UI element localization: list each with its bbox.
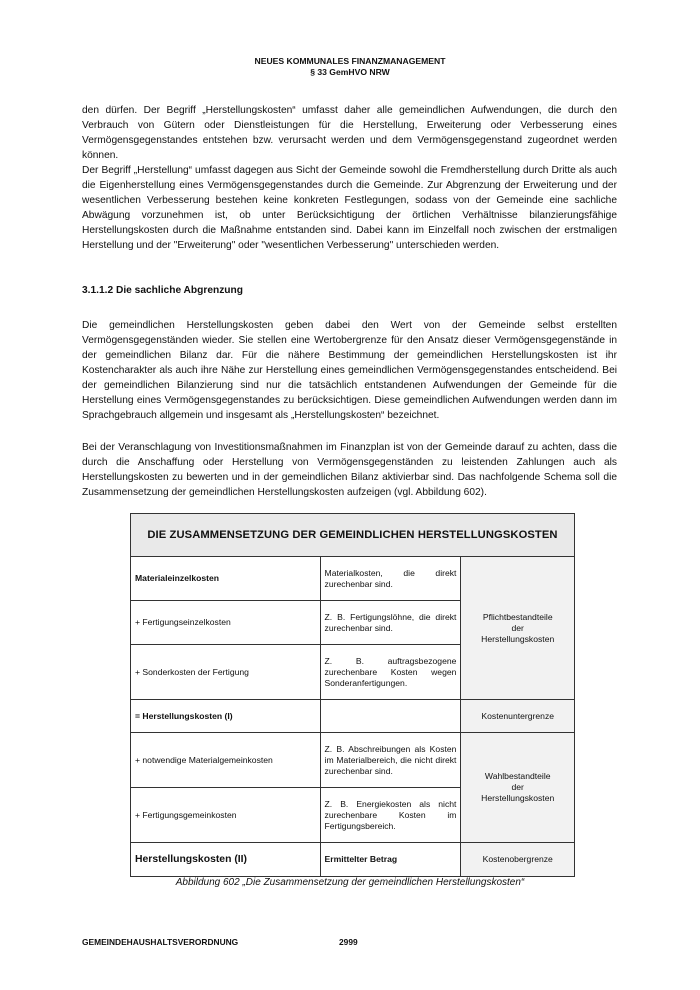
row-item: + notwendige Materialgemeinkosten bbox=[131, 733, 321, 788]
row-item: = Herstellungskosten (I) bbox=[131, 700, 321, 733]
table-title: DIE ZUSAMMENSETZUNG DER GEMEINDLICHEN HERSTELLUNGSKOSTEN bbox=[131, 514, 575, 557]
header-subtitle: § 33 GemHVO NRW bbox=[310, 67, 390, 77]
header-title: NEUES KOMMUNALES FINANZMANAGEMENT bbox=[254, 56, 446, 66]
pflicht-line: Pflichtbestandteile bbox=[482, 611, 553, 622]
row-item: + Sonderkosten der Fertigung bbox=[131, 645, 321, 700]
page-header bbox=[0, 56, 700, 78]
row-item: + Fertigungseinzelkosten bbox=[131, 601, 321, 645]
pflicht-line: der bbox=[511, 622, 524, 633]
row-desc bbox=[320, 700, 461, 733]
table-row bbox=[131, 700, 575, 733]
paragraph-2-block bbox=[82, 163, 617, 253]
obergrenze-cell: Kostenobergrenze bbox=[461, 843, 575, 877]
row-item: Herstellungskosten (II) bbox=[131, 843, 321, 877]
wahl-line: Herstellungskosten bbox=[481, 793, 555, 803]
row-item: + Fertigungsgemeinkosten bbox=[131, 788, 321, 843]
page-number: 2999 bbox=[339, 937, 358, 947]
row-desc: Z. B. Fertigungslöhne, die direkt zurechenbar sind. bbox=[320, 601, 461, 645]
row-desc: Z. B. auftragsbezogene zurechenbare Kosten wegen Sonderanfertigungen. bbox=[320, 645, 461, 700]
footer-title: GEMEINDEHAUSHALTSVERORDNUNG bbox=[82, 937, 239, 947]
pflicht-line: Herstellungskosten bbox=[481, 633, 555, 644]
row-desc: Z. B. Energiekosten als nicht zurechenbare Kosten im Fertigungsbereich. bbox=[320, 788, 461, 843]
untergrenze-cell: Kostenuntergrenze bbox=[461, 700, 575, 733]
paragraph-3: Die gemeindlichen Herstellungskosten geben dabei den Wert von der Gemeinde selbst erstellten Vermögensgegenständen wieder. Sie stellen eine Wertobergrenze für den Ansatz dieser Vermögensgegenstände in der gemeindlichen Bilanz dar. Für die nähere Bestimmung der gemeindlichen Herstellungskosten ist ihr Kostencharakter als auch ihre Nähe zur Herstellung eines gemeindlichen Vermögensgegenstandes entscheidend. Bei der gemeindlichen Bilanzierung sind nur die tatsächlich entstandenen Aufwendungen der Gemeinde für die Herstellung eines Vermögensgegenstandes zu berücksichtigen. Diese gemeindlichen Aufwendungen werden dann im Sprachgebrauch allgemein und insgesamt als „Herstellungskosten“ bezeichnet. bbox=[82, 320, 617, 421]
table-row bbox=[131, 843, 575, 877]
section-heading: 3.1.1.2 Die sachliche Abgrenzung bbox=[82, 285, 243, 296]
row-item: Materialeinzelkosten bbox=[131, 557, 321, 601]
figure-caption: Abbildung 602 „Die Zusammensetzung der gemeindlichen Herstellungskosten“ bbox=[175, 877, 525, 888]
wahl-line: Wahlbestandteile bbox=[484, 771, 551, 781]
paragraph-4-block bbox=[82, 440, 617, 500]
table-row bbox=[131, 733, 575, 788]
paragraph-4: Bei der Veranschlagung von Investitionsmaßnahmen im Finanzplan ist von der Gemeinde darauf zu achten, dass die durch die Anschaffung oder Herstellung von Vermögensgegenständen zu leistenden Zahlungen auch als Herstellungskosten zu bewerten und in der gemeindlichen Bilanz aktivierbar sind. Das nachfolgende Schema soll die Zusammensetzung der gemeindlichen Herstellungskosten aufzeigen (vgl. Abbildung 602). bbox=[82, 442, 617, 498]
cost-composition-table bbox=[130, 513, 575, 877]
row-desc: Ermittelter Betrag bbox=[320, 843, 461, 877]
table-row bbox=[131, 557, 575, 601]
paragraph-2: Der Begriff „Herstellung“ umfasst dagegen aus Sicht der Gemeinde sowohl die Fremdherstellung durch Dritte als auch die Eigenherstellung eines Vermögensgegenstandes durch die Gemeinde. Zur Abgrenzung der Erweiterung und der wesentlichen Verbesserung bestehen keine konkreten Festlegungen, sodass von der Gemeinde eine sachliche Abwägung vorzunehmen ist, ob unter Berücksichtigung der örtlichen Verhältnisse bilanzierungsfähige Herstellungskosten durch die Maßnahme entstanden sind. Dabei kann im Einzelfall noch zwischen der erstmaligen Herstellung und der "Erweiterung" oder "wesentlichen Verbesserung" unterschieden werden. bbox=[82, 165, 617, 251]
row-desc: Z. B. Abschreibungen als Kosten im Materialbereich, die nicht direkt zurechenbar sind. bbox=[320, 733, 461, 788]
wahl-line: der bbox=[511, 782, 524, 792]
row-desc: Materialkosten, die direkt zurechenbar sind. bbox=[320, 557, 461, 601]
paragraph-1: den dürfen. Der Begriff „Herstellungskosten“ umfasst daher alle gemeindlichen Aufwendungen, die durch den Verbrauch von Gütern oder Dienstleistungen für die Herstellung, Erweiterung oder Verbesserung eines Vermögensgegenstandes entstehen bzw. verursacht werden und dem Vermögensgegenstand zugeordnet werden können. bbox=[82, 105, 617, 161]
pflicht-cell bbox=[461, 557, 575, 700]
wahl-cell bbox=[461, 733, 575, 843]
paragraph-1-block bbox=[82, 103, 617, 163]
paragraph-3-block bbox=[82, 318, 617, 423]
